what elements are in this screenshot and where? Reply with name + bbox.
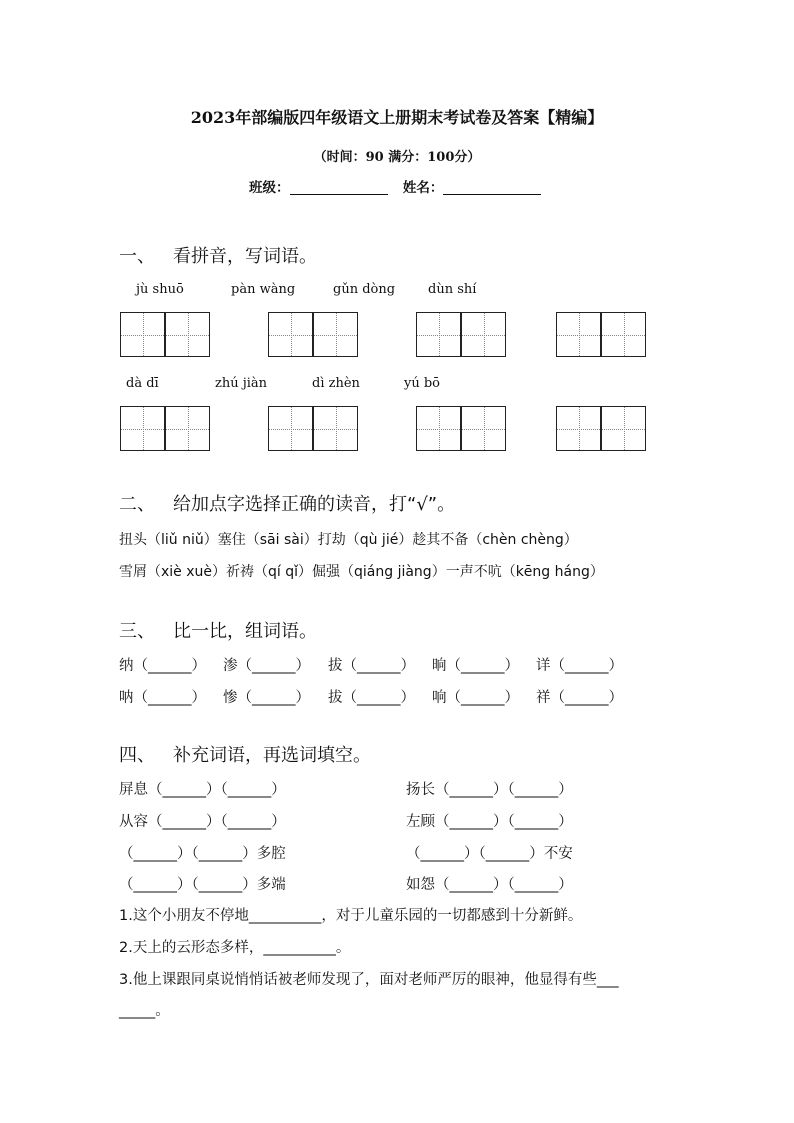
section1-number: 一、 (119, 246, 155, 267)
pinyin-prompt: jù shuō (136, 282, 184, 297)
name-label: 姓名： (402, 180, 444, 196)
idiom-fill-item: 从容（______）（______） (119, 814, 286, 830)
writing-grid-box[interactable] (268, 312, 313, 357)
fill-question-1: 1.这个小朋友不停地__________，对于儿童乐园的一切都感到十分新鲜。 (119, 908, 583, 924)
word-compare-item: 纳（______） (119, 658, 206, 674)
writing-grid-box[interactable] (556, 406, 601, 451)
fill-question-3: 3.他上课跟同桌说悄悄话被老师发现了，面对老师严厉的眼神，他显得有些___ (119, 972, 619, 988)
word-compare-item: 响（______） (432, 690, 519, 706)
section2-number: 二、 (119, 494, 155, 515)
writing-grid-box[interactable] (416, 312, 461, 357)
page-title: 2023年部编版四年级语文上册期末考试卷及答案【精编】 (190, 108, 604, 127)
class-name-line (249, 176, 541, 196)
pronunciation-line: 扭头（liǔ niǔ）塞住（sāi sài）打劫（qù jié）趁其不备（chèn chèng） (119, 532, 578, 548)
idiom-fill-item: 如怨（______）（______） (406, 877, 573, 893)
name-blank (443, 180, 541, 195)
pronunciation-line: 雪屑（xiè xuè）祈祷（qí qǐ）倔强（qiáng jiàng）一声不吭（kēng háng） (119, 564, 604, 580)
idiom-fill-item: （______）（______）多腔 (119, 846, 286, 862)
idiom-fill-item: 屏息（______）（______） (119, 782, 286, 798)
writing-grid-box[interactable] (313, 312, 358, 357)
word-compare-item: 详（______） (536, 658, 623, 674)
word-compare-item: 拔（______） (328, 690, 415, 706)
writing-grid-box[interactable] (601, 312, 646, 357)
class-blank (290, 180, 388, 195)
writing-grid-box[interactable] (120, 406, 165, 451)
word-compare-item: 拔（______） (328, 658, 415, 674)
exam-time-score: （时间：90 满分：100分） (313, 150, 481, 165)
idiom-fill-item: 扬长（______）（______） (406, 782, 573, 798)
pinyin-prompt: dùn shí (428, 282, 477, 297)
section4-title: 补充词语，再选词填空。 (173, 745, 371, 766)
section3-heading (119, 617, 317, 643)
section2-title: 给加点字选择正确的读音，打“√”。 (173, 494, 456, 515)
pinyin-prompt: dì zhèn (312, 376, 360, 391)
section1-title: 看拼音，写词语。 (173, 246, 317, 267)
writing-grid-box[interactable] (601, 406, 646, 451)
pinyin-prompt: dà dī (126, 376, 159, 391)
section4-heading (119, 741, 371, 767)
word-compare-item: 惨（______） (223, 690, 310, 706)
pinyin-prompt: yú bō (404, 376, 440, 391)
word-compare-item: 祥（______） (536, 690, 623, 706)
writing-grid-box[interactable] (416, 406, 461, 451)
writing-grid-box[interactable] (268, 406, 313, 451)
fill-question-3-continued: _____。 (119, 1003, 170, 1019)
writing-grid-box[interactable] (313, 406, 358, 451)
idiom-fill-item: （______）（______）不安 (406, 846, 573, 862)
section3-title: 比一比，组词语。 (173, 621, 317, 642)
word-compare-item: 晌（______） (432, 658, 519, 674)
writing-grid-box[interactable] (461, 312, 506, 357)
section1-heading (119, 242, 317, 268)
section4-number: 四、 (119, 745, 155, 766)
word-compare-item: 渗（______） (223, 658, 310, 674)
writing-grid-box[interactable] (165, 312, 210, 357)
writing-grid-box[interactable] (165, 406, 210, 451)
fill-question-2: 2.天上的云形态多样，__________。 (119, 940, 351, 956)
idiom-fill-item: （______）（______）多端 (119, 877, 286, 893)
section2-heading (119, 490, 455, 516)
pinyin-prompt: zhú jiàn (215, 376, 268, 391)
section3-number: 三、 (119, 621, 155, 642)
idiom-fill-item: 左顾（______）（______） (406, 814, 573, 830)
writing-grid-box[interactable] (556, 312, 601, 357)
writing-grid-box[interactable] (120, 312, 165, 357)
pinyin-prompt: pàn wàng (231, 282, 296, 297)
pinyin-prompt: gǔn dòng (333, 282, 396, 297)
writing-grid-box[interactable] (461, 406, 506, 451)
class-label: 班级： (249, 180, 290, 196)
word-compare-item: 呐（______） (119, 690, 206, 706)
